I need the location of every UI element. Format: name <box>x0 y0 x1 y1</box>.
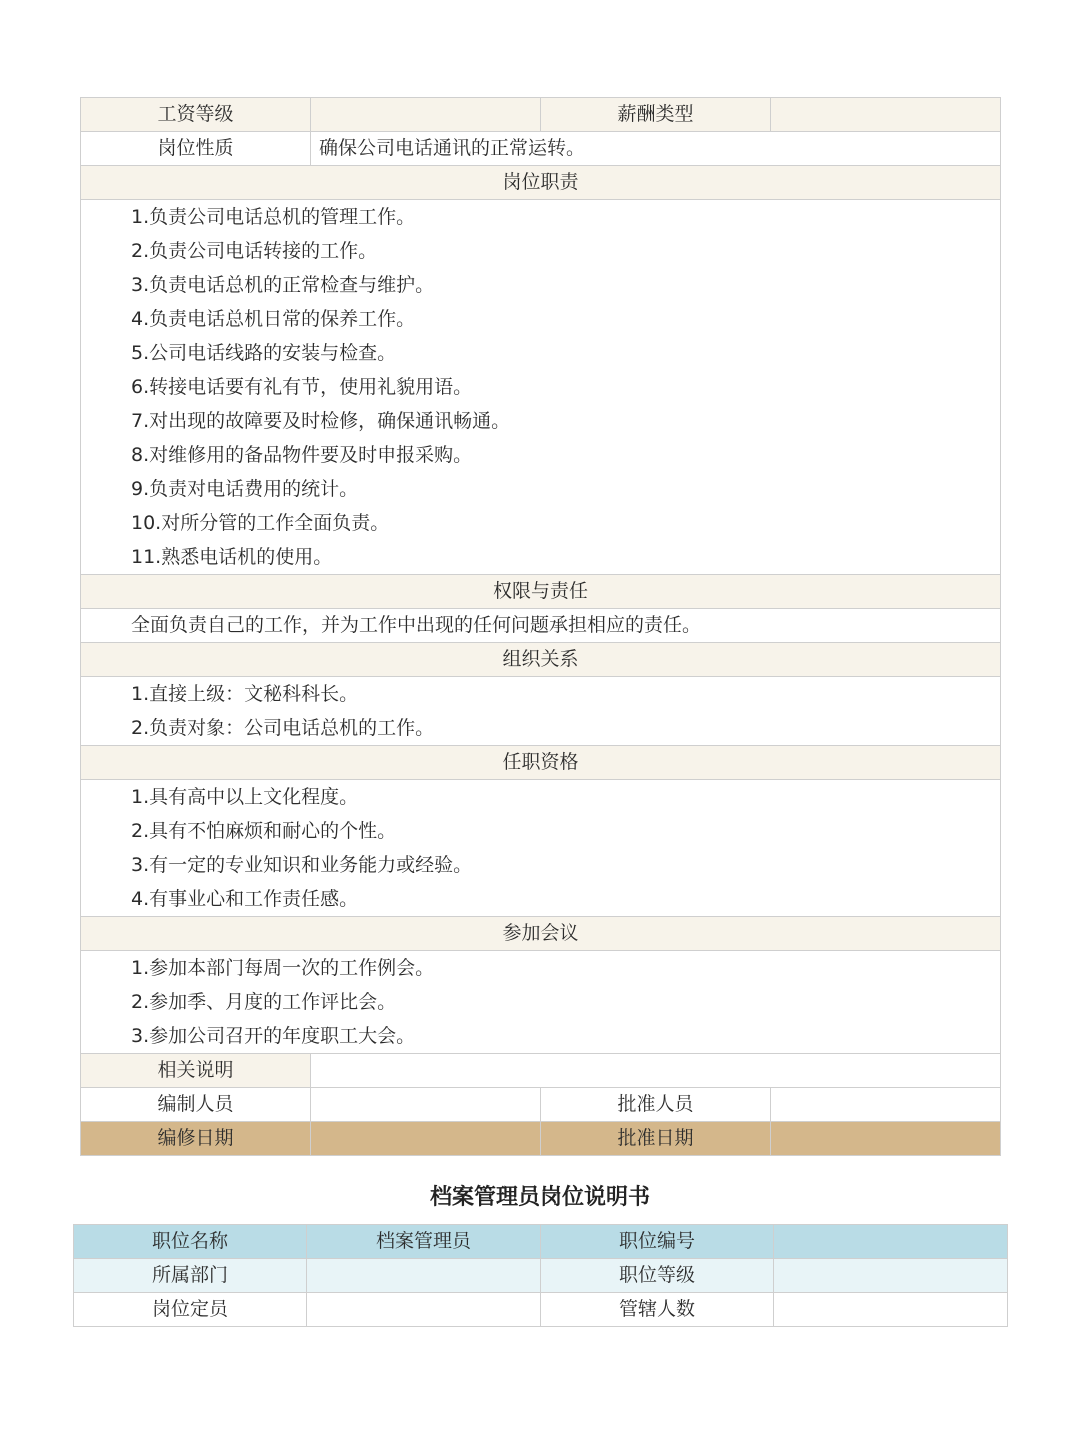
meeting-item: 3.参加公司召开的年度职工大会。 <box>81 1019 1001 1054</box>
table-row <box>74 1225 1008 1259</box>
salary-row <box>81 98 1001 132</box>
qualification-header: 任职资格 <box>81 746 1001 780</box>
salary-grade-label: 工资等级 <box>81 98 311 132</box>
salary-type-label: 薪酬类型 <box>541 98 771 132</box>
related-value <box>311 1054 1001 1088</box>
duty-item: 2.负责公司电话转接的工作。 <box>81 234 1001 268</box>
nature-value: 确保公司电话通讯的正常运转。 <box>311 132 1001 166</box>
subordinates-value <box>774 1293 1008 1327</box>
authority-header: 权限与责任 <box>81 575 1001 609</box>
duty-item: 9.负责对电话费用的统计。 <box>81 472 1001 506</box>
duty-item: 10.对所分管的工作全面负责。 <box>81 506 1001 540</box>
headcount-value <box>307 1293 541 1327</box>
position-grade-label: 职位等级 <box>541 1259 774 1293</box>
section-title: 档案管理员岗位说明书 <box>429 1185 650 1210</box>
compiler-label: 编制人员 <box>81 1088 311 1122</box>
duty-item: 7.对出现的故障要及时检修，确保通讯畅通。 <box>81 404 1001 438</box>
nature-row <box>81 132 1001 166</box>
salary-grade-value <box>311 98 541 132</box>
meeting-item: 1.参加本部门每周一次的工作例会。 <box>81 951 1001 986</box>
related-row <box>81 1054 1001 1088</box>
organization-item: 2.负责对象：公司电话总机的工作。 <box>81 711 1001 746</box>
organization-header: 组织关系 <box>81 643 1001 677</box>
compiler-row <box>81 1088 1001 1122</box>
table-row <box>74 1259 1008 1293</box>
approver-value <box>771 1088 1001 1122</box>
duties-header: 岗位职责 <box>81 166 1001 200</box>
duty-item: 5.公司电话线路的安装与检查。 <box>81 336 1001 370</box>
edit-date-label: 编修日期 <box>81 1122 311 1156</box>
qualification-item: 2.具有不怕麻烦和耐心的个性。 <box>81 814 1001 848</box>
qualification-item: 1.具有高中以上文化程度。 <box>81 780 1001 815</box>
approve-date-value <box>771 1122 1001 1156</box>
department-label: 所属部门 <box>74 1259 307 1293</box>
salary-type-value <box>771 98 1001 132</box>
position-code-label: 职位编号 <box>541 1225 774 1259</box>
approver-label: 批准人员 <box>541 1088 771 1122</box>
approve-date-label: 批准日期 <box>541 1122 771 1156</box>
archivist-table <box>73 1224 1008 1327</box>
duty-item: 11.熟悉电话机的使用。 <box>81 540 1001 575</box>
qualification-item: 4.有事业心和工作责任感。 <box>81 882 1001 917</box>
meetings-header: 参加会议 <box>81 917 1001 951</box>
job-description-table <box>80 97 1001 1156</box>
duty-item: 4.负责电话总机日常的保养工作。 <box>81 302 1001 336</box>
authority-text: 全面负责自己的工作，并为工作中出现的任何问题承担相应的责任。 <box>81 609 1001 643</box>
position-name-value: 档案管理员 <box>307 1225 541 1259</box>
organization-item: 1.直接上级：文秘科科长。 <box>81 677 1001 712</box>
dates-row <box>81 1122 1001 1156</box>
compiler-value <box>311 1088 541 1122</box>
meeting-item: 2.参加季、月度的工作评比会。 <box>81 985 1001 1019</box>
table-row <box>74 1293 1008 1327</box>
qualification-item: 3.有一定的专业知识和业务能力或经验。 <box>81 848 1001 882</box>
related-label: 相关说明 <box>81 1054 311 1088</box>
nature-label: 岗位性质 <box>81 132 311 166</box>
position-code-value <box>774 1225 1008 1259</box>
department-value <box>307 1259 541 1293</box>
duty-item: 8.对维修用的备品物件要及时申报采购。 <box>81 438 1001 472</box>
duty-item: 3.负责电话总机的正常检查与维护。 <box>81 268 1001 302</box>
subordinates-label: 管辖人数 <box>541 1293 774 1327</box>
edit-date-value <box>311 1122 541 1156</box>
headcount-label: 岗位定员 <box>74 1293 307 1327</box>
position-name-label: 职位名称 <box>74 1225 307 1259</box>
duty-item: 6.转接电话要有礼有节，使用礼貌用语。 <box>81 370 1001 404</box>
duty-item: 1.负责公司电话总机的管理工作。 <box>81 200 1001 235</box>
position-grade-value <box>774 1259 1008 1293</box>
